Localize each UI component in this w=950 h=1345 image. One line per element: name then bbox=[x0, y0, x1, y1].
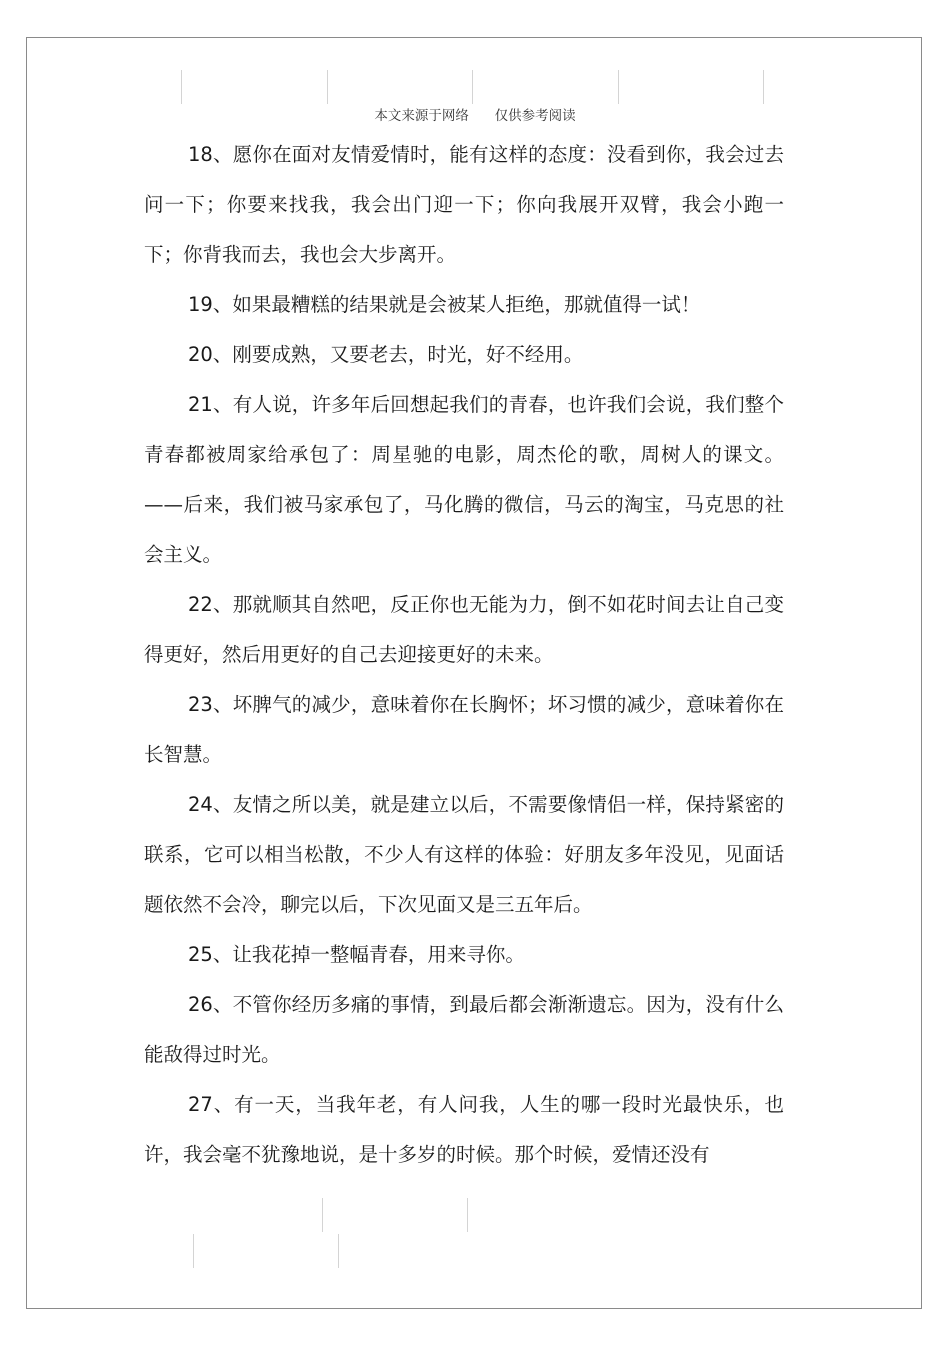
scan-mark bbox=[338, 1234, 339, 1268]
scan-mark bbox=[181, 70, 182, 104]
scan-mark bbox=[472, 70, 473, 104]
paragraph-26: 26、不管你经历多痛的事情，到最后都会渐渐遗忘。因为，没有什么能敌得过时光。 bbox=[144, 993, 784, 1066]
scan-mark bbox=[193, 1234, 194, 1268]
scan-mark bbox=[322, 1198, 323, 1232]
source-note: 本文来源于网络 仅供参考阅读 bbox=[374, 108, 576, 124]
paragraph-27: 27、有一天，当我年老，有人问我，人生的哪一段时光最快乐，也许，我会毫不犹豫地说，是十多岁的时候。那个时候，爱情还没有 bbox=[144, 1093, 784, 1166]
paragraph-18: 18、愿你在面对友情爱情时，能有这样的态度：没看到你，我会过去问一下；你要来找我，我会出门迎一下；你向我展开双臂，我会小跑一下；你背我而去，我也会大步离开。 bbox=[144, 143, 784, 266]
scan-mark bbox=[618, 70, 619, 104]
scan-mark bbox=[467, 1198, 468, 1232]
paragraph-22: 22、那就顺其自然吧，反正你也无能为力，倒不如花时间去让自己变得更好，然后用更好的自己去迎接更好的未来。 bbox=[144, 593, 784, 666]
paragraph-24: 24、友情之所以美，就是建立以后，不需要像情侣一样，保持紧密的联系，它可以相当松散，不少人有这样的体验：好朋友多年没见，见面话题依然不会冷，聊完以后，下次见面又是三五年后。 bbox=[144, 793, 784, 916]
paragraph-20: 20、刚要成熟，又要老去，时光，好不经用。 bbox=[188, 343, 584, 366]
paragraph-23: 23、坏脾气的减少，意味着你在长胸怀；坏习惯的减少，意味着你在长智慧。 bbox=[144, 693, 784, 766]
paragraph-21: 21、有人说，许多年后回想起我们的青春，也许我们会说，我们整个青春都被周家给承包了：周星驰的电影，周杰伦的歌，周树人的课文。——后来，我们被马家承包了，马化腾的微信，马云的淘宝，马克思的社会主义。 bbox=[144, 393, 784, 566]
paragraph-25: 25、让我花掉一整幅青春，用来寻你。 bbox=[188, 943, 525, 966]
scan-mark bbox=[327, 70, 328, 104]
document-body bbox=[144, 130, 784, 1180]
scan-mark bbox=[763, 70, 764, 104]
paragraph-19: 19、如果最糟糕的结果就是会被某人拒绝，那就值得一试！ bbox=[188, 293, 701, 316]
